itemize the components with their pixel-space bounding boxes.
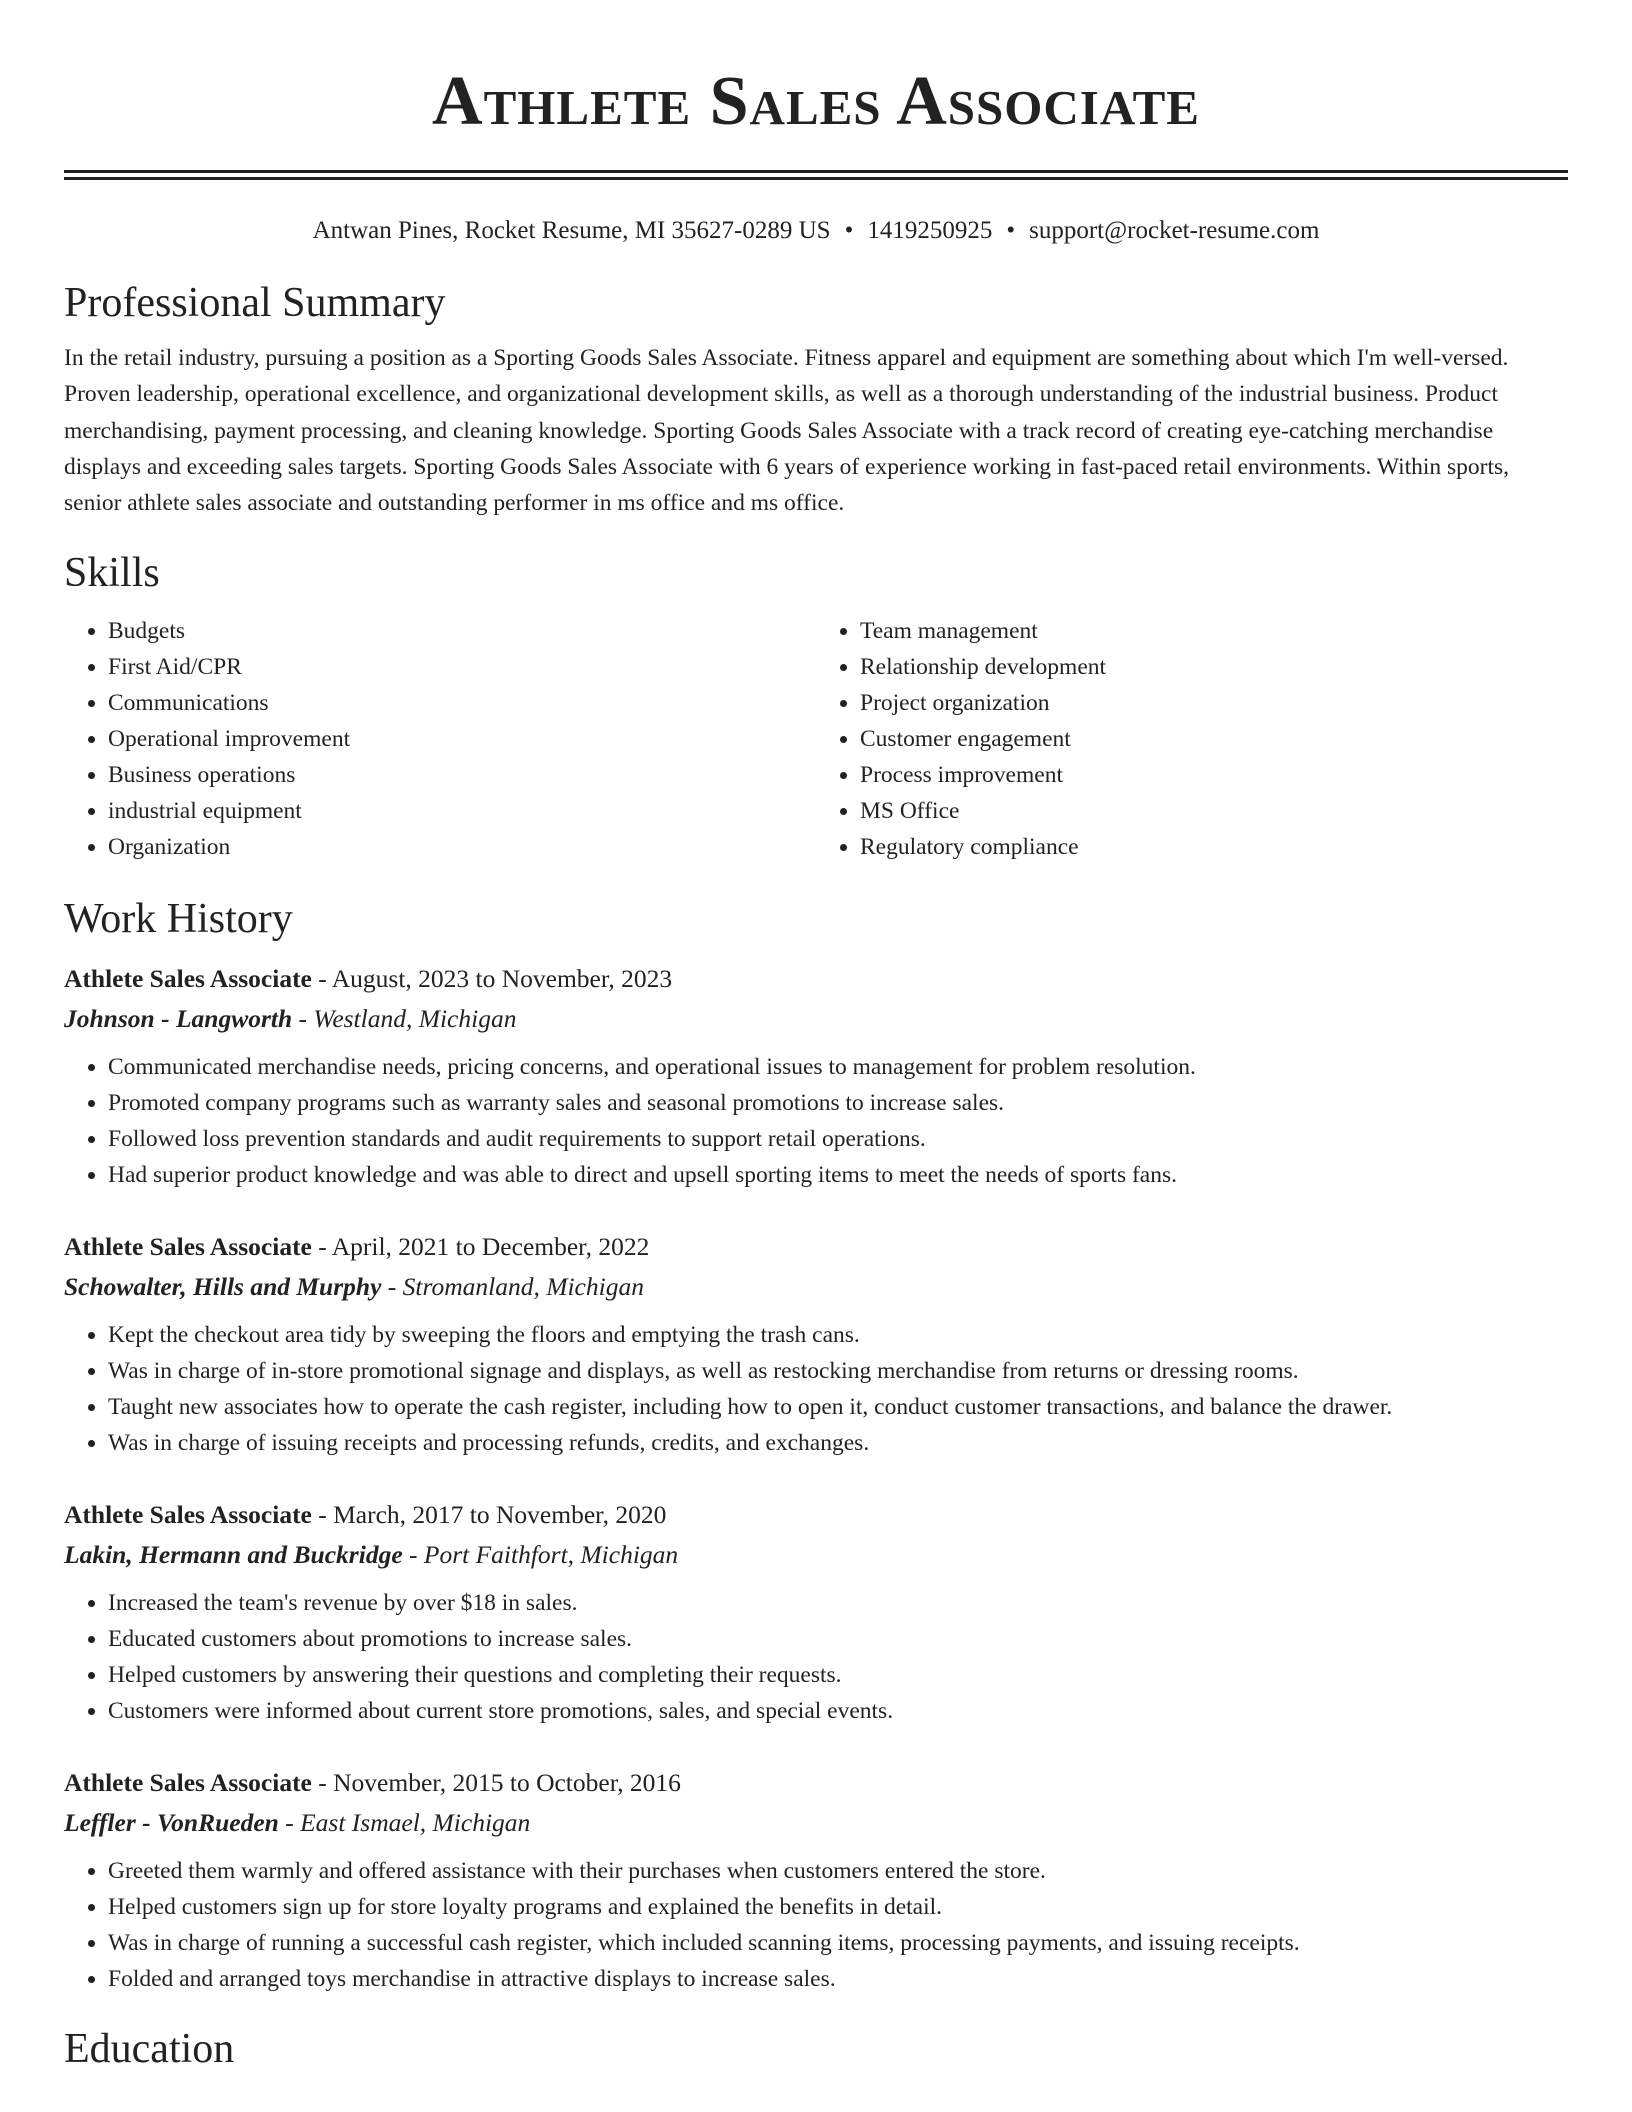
job-bullet: • Followed loss prevention standards and audit requirements to support retail operations. xyxy=(108,1121,1568,1157)
job-bullet: • Helped customers by answering their questions and completing their requests. xyxy=(108,1657,1568,1693)
summary-text: In the retail industry, pursuing a position as a Sporting Goods Sales Associate. Fitness apparel and equipment are something about which I'm well-versed. Proven leadership, operational excellence, and organizational development skills, as well as a thorough understanding of the industrial business. Product merchandising, payment processing, and cleaning knowledge. Sporting Goods Sales Associate with a track record of creating eye-catching merchandise displays and exceeding sales targets. Sporting Goods Sales Associate with 6 years of experience working in fast-paced retail environments. Within sports, senior athlete sales associate and outstanding performer in ms office and ms office. xyxy=(64,345,1510,517)
contact-line xyxy=(64,215,1568,247)
job-bullets xyxy=(64,1317,1568,1461)
skill-item: • Process improvement xyxy=(860,757,1568,793)
job-bullets xyxy=(64,1585,1568,1729)
job-dates: - August, 2023 to November, 2023 xyxy=(318,964,673,994)
job-bullet: • Helped customers sign up for store loyalty programs and explained the benefits in detail. xyxy=(108,1889,1568,1925)
job-company: Schowalter, Hills and Murphy xyxy=(64,1272,382,1302)
skill-item: • Customer engagement xyxy=(860,721,1568,757)
contact-separator: • xyxy=(1006,217,1016,244)
skill-item: • Team management xyxy=(860,613,1568,649)
skills-column-right xyxy=(816,613,1568,865)
job-entry xyxy=(64,1495,1568,1729)
job-bullet: • Had superior product knowledge and was able to direct and upsell sporting items to meet the needs of sports fans. xyxy=(108,1157,1568,1193)
job-bullet: • Greeted them warmly and offered assistance with their purchases when customers entered the store. xyxy=(108,1853,1568,1889)
job-header xyxy=(64,959,1568,999)
job-dates: - March, 2017 to November, 2020 xyxy=(318,1500,667,1530)
contact-phone: 1419250925 xyxy=(867,217,993,244)
job-employer xyxy=(64,999,1568,1039)
job-location: - Port Faithfort, Michigan xyxy=(409,1540,679,1570)
job-dates: - April, 2021 to December, 2022 xyxy=(318,1232,650,1262)
job-bullet: • Promoted company programs such as warranty sales and seasonal promotions to increase sales. xyxy=(108,1085,1568,1121)
job-location: - Stromanland, Michigan xyxy=(387,1272,644,1302)
skill-item: • MS Office xyxy=(860,793,1568,829)
job-header xyxy=(64,1227,1568,1267)
skill-item: • Regulatory compliance xyxy=(860,829,1568,865)
skill-item: • Project organization xyxy=(860,685,1568,721)
skills-heading: Skills xyxy=(64,550,160,597)
job-role: Athlete Sales Associate xyxy=(64,1768,312,1798)
skill-item: • Operational improvement xyxy=(108,721,816,757)
job-bullets xyxy=(64,1049,1568,1193)
skill-item: • industrial equipment xyxy=(108,793,816,829)
work-history-heading: Work History xyxy=(64,896,293,943)
job-bullet: • Kept the checkout area tidy by sweeping the floors and emptying the trash cans. xyxy=(108,1317,1568,1353)
job-employer xyxy=(64,1535,1568,1575)
skill-item: • Budgets xyxy=(108,613,816,649)
job-bullet: • Taught new associates how to operate the cash register, including how to open it, conduct customer transactions, and balance the drawer. xyxy=(108,1389,1568,1425)
skill-item: • Relationship development xyxy=(860,649,1568,685)
skill-item: • Communications xyxy=(108,685,816,721)
job-company: Johnson - Langworth xyxy=(64,1004,293,1034)
job-entry xyxy=(64,1763,1568,1997)
work-history-list xyxy=(64,959,1568,1997)
job-role: Athlete Sales Associate xyxy=(64,1500,312,1530)
skills-list xyxy=(64,613,1568,865)
job-bullet: • Communicated merchandise needs, pricing concerns, and operational issues to management for problem resolution. xyxy=(108,1049,1568,1085)
job-header xyxy=(64,1495,1568,1535)
job-bullets xyxy=(64,1853,1568,1997)
skills-column-left xyxy=(64,613,816,865)
job-role: Athlete Sales Associate xyxy=(64,1232,312,1262)
job-bullet: • Was in charge of in-store promotional signage and displays, as well as restocking merchandise from returns or dressing rooms. xyxy=(108,1353,1568,1389)
job-bullet: • Folded and arranged toys merchandise in attractive displays to increase sales. xyxy=(108,1961,1568,1997)
skill-item: • Business operations xyxy=(108,757,816,793)
job-dates: - November, 2015 to October, 2016 xyxy=(318,1768,681,1798)
job-employer xyxy=(64,1803,1568,1843)
skill-item: • First Aid/CPR xyxy=(108,649,816,685)
job-entry xyxy=(64,1227,1568,1461)
summary-heading: Professional Summary xyxy=(64,280,446,326)
contact-separator: • xyxy=(844,217,854,244)
job-bullet: • Customers were informed about current store promotions, sales, and special events. xyxy=(108,1693,1568,1729)
job-bullet: • Was in charge of issuing receipts and processing refunds, credits, and exchanges. xyxy=(108,1425,1568,1461)
job-bullet: • Was in charge of running a successful cash register, which included scanning items, processing payments, and issuing receipts. xyxy=(108,1925,1568,1961)
contact-email: support@rocket-resume.com xyxy=(1029,217,1320,244)
job-bullet: • Educated customers about promotions to increase sales. xyxy=(108,1621,1568,1657)
job-bullet: • Increased the team's revenue by over $18 in sales. xyxy=(108,1585,1568,1621)
job-location: - Westland, Michigan xyxy=(298,1004,517,1034)
job-employer xyxy=(64,1267,1568,1307)
resume-title: Athlete Sales Associate xyxy=(432,63,1200,140)
job-company: Lakin, Hermann and Buckridge xyxy=(64,1540,403,1570)
education-heading: Education xyxy=(64,2026,235,2073)
title-divider xyxy=(64,170,1568,180)
job-role: Athlete Sales Associate xyxy=(64,964,312,994)
contact-address: Antwan Pines, Rocket Resume, MI 35627-0289 US xyxy=(312,217,831,244)
job-header xyxy=(64,1763,1568,1803)
job-location: - East Ismael, Michigan xyxy=(285,1808,531,1838)
skill-item: • Organization xyxy=(108,829,816,865)
job-entry xyxy=(64,959,1568,1193)
job-company: Leffler - VonRueden xyxy=(64,1808,279,1838)
